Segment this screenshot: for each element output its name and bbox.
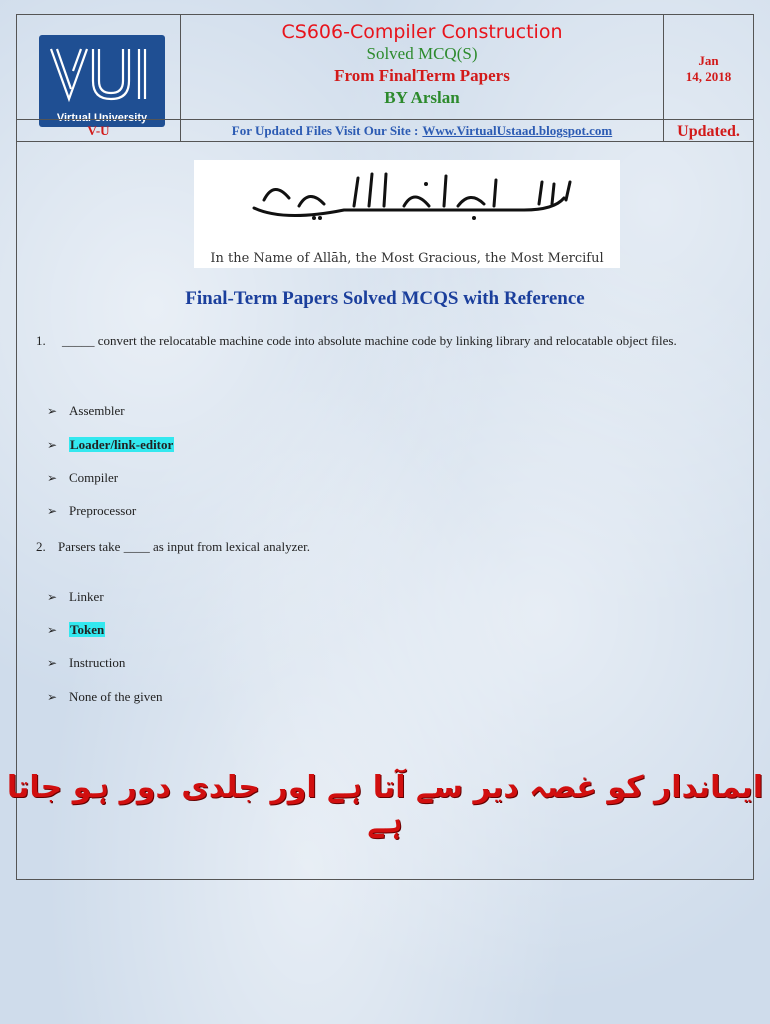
arrow-bullet-icon: ➢ (47, 656, 58, 670)
option-item (47, 589, 104, 605)
arrow-bullet-icon: ➢ (47, 471, 58, 485)
date-day-year: 14, 2018 (685, 69, 732, 84)
option-label: Assembler (69, 403, 125, 418)
question-number: 2. (36, 539, 46, 554)
site-cell (180, 119, 664, 142)
correct-answer-label: Loader/link-editor (70, 437, 174, 452)
date-cell (663, 14, 754, 120)
course-title: CS606-Compiler Construction (281, 21, 563, 43)
option-item (47, 503, 136, 519)
option-item (47, 470, 118, 486)
subtitle-solved: Solved MCQ(S) (366, 44, 478, 63)
option-label: Preprocessor (69, 503, 137, 518)
option-item-correct (47, 437, 174, 453)
arrow-bullet-icon: ➢ (47, 404, 58, 418)
option-item (47, 655, 125, 671)
arrow-bullet-icon: ➢ (47, 438, 58, 452)
question-text: _____ convert the relocatable machine code into absolute machine code by linking library and relocatable object files. (62, 333, 677, 348)
subtitle-source: From FinalTerm Papers (334, 66, 510, 85)
bismillah-caption: In the Name of Allāh, the Most Gracious, the Most Merciful (210, 251, 604, 266)
bismillah-calligraphy-icon (194, 160, 620, 240)
option-item (47, 403, 125, 419)
correct-answer-label: Token (70, 622, 105, 637)
vu-label: V-U (87, 123, 110, 138)
arrow-bullet-icon: ➢ (47, 504, 58, 518)
option-label: Linker (69, 589, 104, 604)
option-label: Compiler (69, 470, 119, 485)
arrow-bullet-icon: ➢ (47, 590, 58, 604)
option-item (47, 689, 163, 705)
site-prefix: For Updated Files Visit Our Site : (231, 123, 419, 138)
logo-text: Virtual University (56, 112, 148, 124)
arrow-bullet-icon: ➢ (47, 623, 58, 637)
question-text: Parsers take ____ as input from lexical analyzer. (58, 539, 310, 554)
question-1 (36, 331, 748, 351)
vu-logo (39, 35, 165, 127)
updated-cell (663, 119, 754, 142)
bismillah-image (194, 160, 620, 268)
site-link[interactable]: Www.VirtualUstaad.blogspot.com (422, 123, 613, 138)
updated-label: Updated. (677, 123, 740, 140)
option-item-correct (47, 622, 105, 638)
date-month: Jan (698, 53, 719, 68)
option-label: Instruction (69, 655, 126, 670)
main-title: Final-Term Papers Solved MCQS with Reference (185, 288, 585, 309)
option-label: None of the given (69, 689, 163, 704)
logo-cell (16, 14, 181, 124)
urdu-quote: ایماندار کو غصہ دیر سے آتا ہے اور جلدی دور ہو جاتا ہے (6, 770, 764, 840)
vu-label-cell (16, 119, 181, 142)
question-2 (36, 537, 748, 557)
vu-logo-mark-icon (47, 41, 157, 107)
question-number: 1. (36, 333, 46, 348)
arrow-bullet-icon: ➢ (47, 690, 58, 704)
subtitle-author: BY Arslan (384, 88, 460, 107)
title-cell (180, 14, 664, 120)
